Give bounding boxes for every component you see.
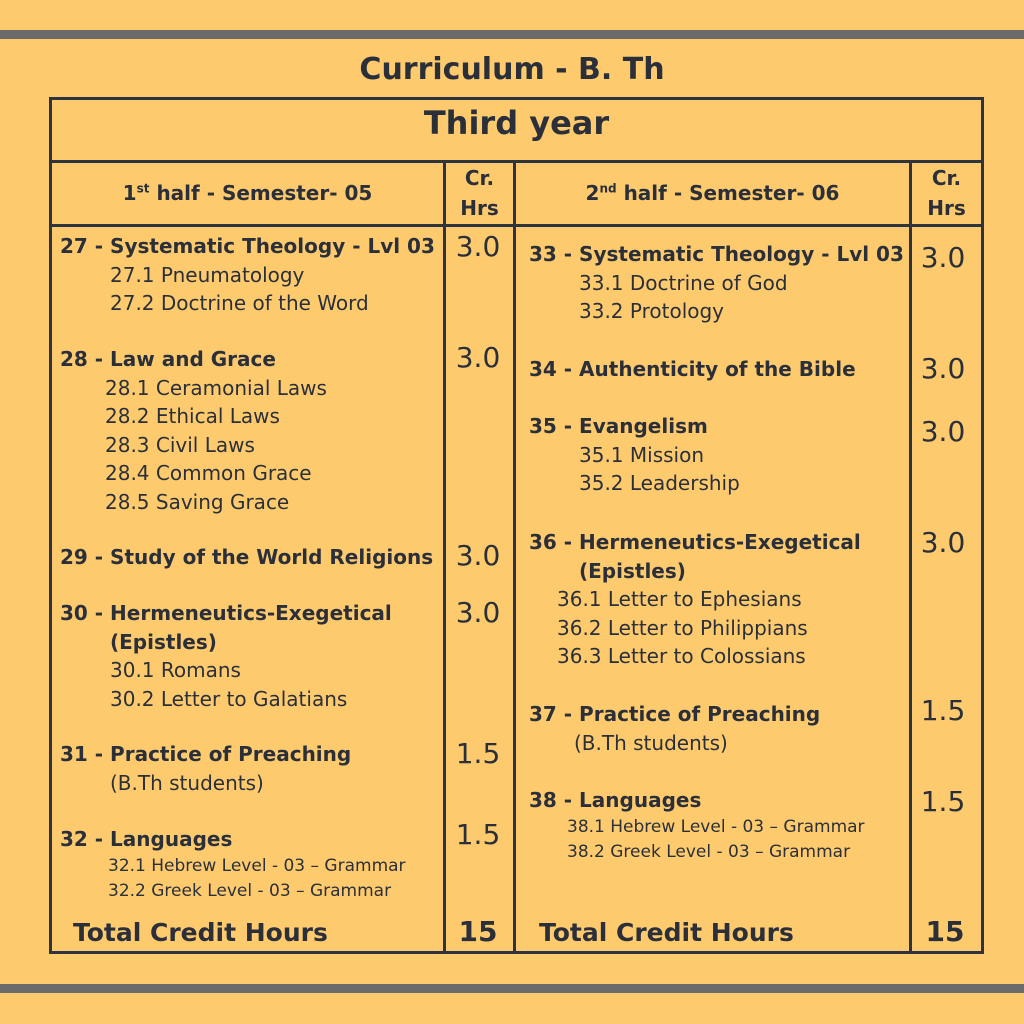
course-31: 31 - Practice of Preaching (B.Th students) [60, 742, 352, 795]
right-total-value: 15 [925, 915, 965, 948]
course-33-hours: 3.0 [920, 241, 966, 274]
course-33: 33 - Systematic Theology - Lvl 03 33.1 Doctrine of God 33.2 Protology [529, 242, 904, 323]
divider-middle [513, 160, 516, 954]
course-35: 35 - Evangelism 35.1 Mission 35.2 Leadership [529, 414, 740, 495]
course-37-hours: 1.5 [920, 694, 966, 727]
course-28-hours: 3.0 [455, 341, 501, 374]
divider-header [49, 224, 984, 227]
course-30: 30 - Hermeneutics-Exegetical (Epistles) 30.1 Romans 30.2 Letter to Galatians [60, 601, 392, 711]
course-36: 36 - Hermeneutics-Exegetical (Epistles) 36.1 Letter to Ephesians 36.2 Letter to Philippians 36.3 Letter to Colossians [529, 530, 861, 668]
divider-left-cr [443, 160, 446, 954]
year-title: Third year [423, 104, 610, 142]
right-cr-hrs-header: Cr. Hrs [927, 166, 966, 220]
course-38: 38 - Languages 38.1 Hebrew Level - 03 – Grammar 38.2 Greek Level - 03 – Grammar [529, 788, 865, 862]
course-34: 34 - Authenticity of the Bible [529, 357, 856, 381]
course-38-hours: 1.5 [920, 785, 966, 818]
right-total-label: Total Credit Hours [539, 918, 794, 947]
course-32-hours: 1.5 [455, 818, 501, 851]
course-37: 37 - Practice of Preaching (B.Th students) [529, 702, 821, 755]
course-28: 28 - Law and Grace 28.1 Ceramonial Laws 28.2 Ethical Laws 28.3 Civil Laws 28.4 Common Grace 28.5 Saving Grace [60, 347, 327, 514]
left-total-label: Total Credit Hours [73, 918, 328, 947]
divider-right-cr [909, 160, 912, 954]
right-semester-header: 2nd half - Semester- 06 [585, 181, 840, 205]
course-35-hours: 3.0 [920, 415, 966, 448]
course-27: 27 - Systematic Theology - Lvl 03 27.1 Pneumatology 27.2 Doctrine of the Word [60, 234, 435, 315]
course-31-hours: 1.5 [455, 737, 501, 770]
course-30-hours: 3.0 [455, 596, 501, 629]
left-semester-header: 1st half - Semester- 05 [122, 181, 373, 205]
page-title: Curriculum - B. Th [359, 52, 665, 87]
course-36-hours: 3.0 [920, 526, 966, 559]
course-34-hours: 3.0 [920, 352, 966, 385]
course-29-hours: 3.0 [455, 539, 501, 572]
course-32: 32 - Languages 32.1 Hebrew Level - 03 – Grammar 32.2 Greek Level - 03 – Grammar [60, 827, 406, 901]
top-stripe [0, 30, 1024, 39]
left-cr-hrs-header: Cr. Hrs [460, 166, 499, 220]
course-27-hours: 3.0 [455, 230, 501, 263]
course-29: 29 - Study of the World Religions [60, 545, 434, 569]
left-total-value: 15 [458, 915, 498, 948]
divider-year [49, 160, 984, 163]
bottom-stripe [0, 984, 1024, 993]
